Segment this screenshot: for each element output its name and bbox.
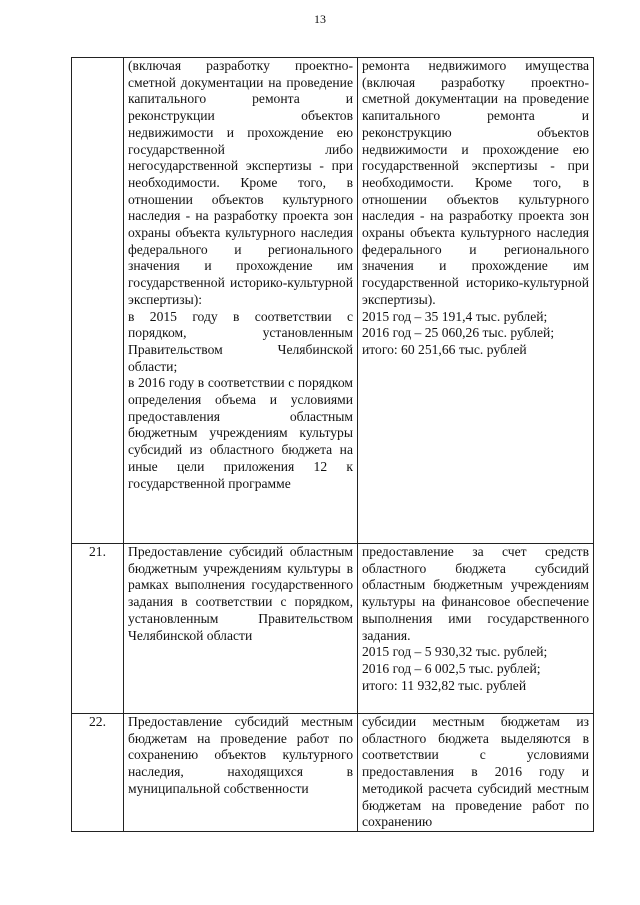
amount-line: 2016 год – 6 002,5 тыс. рублей; <box>362 660 541 676</box>
description-paragraph: (включая разработку проектно-сметной документации на проведение капитального ремонта и реконструкции объектов недвижимости и прохождение ею государственной либо негосударственной экспертизы - при необходимости. Кроме того, в отношении объектов культурного наследия - на разработку проекта зон охраны объекта культурного наследия федерального и регионального значения и прохождение им государственной историко-культурной экспертизы): <box>128 58 353 307</box>
amount-line: 2015 год – 5 930,32 тыс. рублей; <box>362 644 548 660</box>
table-row <box>72 58 594 544</box>
row-number <box>72 58 124 544</box>
row-number: 22. <box>72 714 124 832</box>
amount-line: итого: 60 251,66 тыс. рублей <box>362 341 527 357</box>
measure-description <box>124 58 358 544</box>
description-paragraph: Предоставление субсидий местным бюджетам на проведение работ по сохранению объектов культурного наследия, находящихся в муниципальной собственности <box>128 714 353 796</box>
description-paragraph: в 2016 году в соответствии с порядком определения объема и условиями предоставления областным бюджетным учреждениям культуры субсидий из областного бюджета на иные цели приложения 12 к государственной программе <box>128 375 353 491</box>
measure-description <box>124 544 358 714</box>
funding-source <box>358 714 594 832</box>
source-paragraph: ремонта недвижимого имущества (включая разработку проектно-сметной документации на проведение капитального ремонта и реконструкцию объектов недвижимости и прохождение ею государственной экспертизы - при необходимости. Кроме того, в отношении объектов культурного наследия - на разработку проекта зон охраны объекта культурного наследия федерального и регионального значения и прохождение им государственной историко-культурной экспертизы). <box>362 58 589 307</box>
amount-line: итого: 11 932,82 тыс. рублей <box>362 677 527 693</box>
description-paragraph: Предоставление субсидий областным бюджетным учреждениям культуры в рамках выполнения государственного задания в соответствии с порядком, установленным Правительством Челябинской области <box>128 544 353 643</box>
description-paragraph: в 2015 году в соответствии с порядком, установленным Правительством Челябинской области; <box>128 308 353 374</box>
row-number: 21. <box>72 544 124 714</box>
page-number: 13 <box>314 12 326 26</box>
source-paragraph: субсидии местным бюджетам из областного бюджета выделяются в соответствии с условиями предоставления в 2016 году и методикой расчета субсидий местным бюджетам на проведение работ по сохранению <box>362 714 589 830</box>
amount-line: 2016 год – 25 060,26 тыс. рублей; <box>362 325 555 341</box>
funding-source <box>358 544 594 714</box>
measures-table <box>71 57 594 832</box>
funding-source <box>358 58 594 544</box>
source-paragraph: предоставление за счет средств областного бюджета субсидий областным бюджетным учреждениям культуры на финансовое обеспечение выполнения ими государственного задания. <box>362 544 589 643</box>
table-row <box>72 714 594 832</box>
amount-line: 2015 год – 35 191,4 тыс. рублей; <box>362 308 548 324</box>
measure-description <box>124 714 358 832</box>
table-row <box>72 544 594 714</box>
